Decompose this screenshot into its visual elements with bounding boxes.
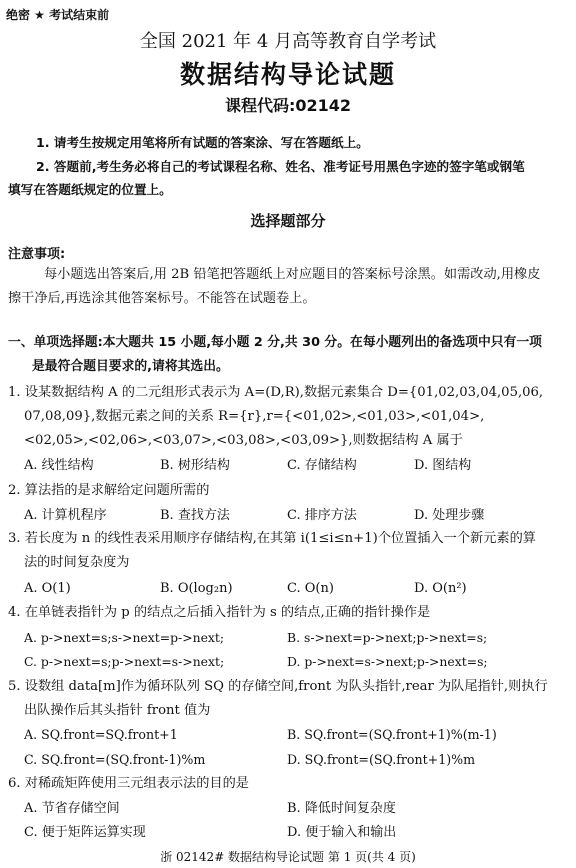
question-3-line-1: 3. 若长度为 n 的线性表采用顺序存储结构,在其第 i(1≤i≤n+1)个位置插入一个新元素的算	[8, 531, 536, 546]
question-3-line-2: 法的时间复杂度为	[24, 555, 130, 570]
question-5-line-2: 出队操作后其头指针 front 值为	[24, 703, 211, 718]
question-6-option-d: D. 便于输入和输出	[287, 825, 397, 840]
paper-title: 数据结构导论试题	[179, 60, 396, 89]
question-1-option-a: A. 线性结构	[24, 458, 94, 473]
question-5-option-b: B. SQ.front=(SQ.front+1)%(m-1)	[287, 727, 497, 742]
instruction-1: 1. 请考生按规定用笔将所有试题的答案涂、写在答题纸上。	[36, 135, 369, 150]
question-3-option-d: D. O(n²)	[414, 581, 467, 596]
question-1-option-c: C. 存储结构	[287, 458, 357, 473]
part-one-line-1: 一、单项选择题:本大题共 15 小题,每小题 2 分,共 30 分。在每小题列出的备选项中只有一项	[8, 335, 542, 350]
question-2-option-c: C. 排序方法	[287, 508, 357, 523]
question-6-option-a: A. 节省存储空间	[24, 801, 120, 816]
question-6-option-c: C. 便于矩阵运算实现	[24, 825, 146, 840]
question-5-option-d: D. SQ.front=(SQ.front+1)%m	[287, 752, 476, 767]
question-4-option-a: A. p->next=s;s->next=p->next;	[24, 630, 225, 645]
course-code: 课程代码:02142	[224, 96, 352, 115]
section-title: 选择题部分	[250, 212, 326, 230]
question-2-line-1: 2. 算法指的是求解给定问题所需的	[8, 483, 210, 498]
notice-line-1: 每小题选出答案后,用 2B 铅笔把答题纸上对应题目的答案标号涂黑。如需改动,用橡皮	[44, 267, 541, 282]
question-4-option-c: C. p->next=s;p->next=s->next;	[24, 654, 225, 669]
question-5-option-c: C. SQ.front=(SQ.front-1)%m	[24, 752, 206, 767]
question-5-option-a: A. SQ.front=SQ.front+1	[24, 727, 178, 742]
question-2-option-d: D. 处理步骤	[414, 508, 485, 523]
part-one-line-2: 是最符合题目要求的,请将其选出。	[32, 359, 229, 374]
question-2-option-a: A. 计算机程序	[24, 508, 107, 523]
question-1-line-2: 07,08,09},数据元素之间的关系 R={r},r={<01,02>,<01,03>,<01,04>,	[24, 409, 485, 424]
question-6-option-b: B. 降低时间复杂度	[287, 801, 396, 816]
question-4-line-1: 4. 在单链表指针为 p 的结点之后插入指针为 s 的结点,正确的指针操作是	[8, 605, 431, 620]
instruction-2-cont: 填写在答题纸规定的位置上。	[8, 182, 172, 197]
exam-title: 全国 2021 年 4 月高等教育自学考试	[139, 31, 437, 52]
instruction-2: 2. 答题前,考生务必将自己的考试课程名称、姓名、准考证号用黑色字迹的签字笔或钢笔	[36, 159, 525, 174]
notice-title: 注意事项:	[8, 247, 66, 262]
question-1-line-3: <02,05>,<02,06>,<03,07>,<03,08>,<03,09>},则数据结构 A 属于	[24, 433, 463, 448]
question-2-option-b: B. 查找方法	[160, 508, 230, 523]
question-4-option-b: B. s->next=p->next;p->next=s;	[287, 630, 488, 645]
page-footer: 浙 02142# 数据结构导论试题 第 1 页(共 4 页)	[160, 850, 416, 864]
question-3-option-c: C. O(n)	[287, 581, 334, 596]
question-3-option-a: A. O(1)	[24, 581, 71, 596]
question-3-option-b: B. O(log₂n)	[160, 581, 233, 596]
question-6-line-1: 6. 对稀疏矩阵使用三元组表示法的目的是	[8, 776, 249, 791]
question-1-line-1: 1. 设某数据结构 A 的二元组形式表示为 A=(D,R),数据元素集合 D={01,02,03,04,05,06,	[8, 385, 544, 400]
question-4-option-d: D. p->next=s->next;p->next=s;	[287, 654, 488, 669]
question-1-option-d: D. 图结构	[414, 458, 472, 473]
question-1-option-b: B. 树形结构	[160, 458, 230, 473]
notice-line-2: 擦干净后,再选涂其他答案标号。不能答在试题卷上。	[8, 291, 316, 306]
confidential-mark: 绝密 ★ 考试结束前	[6, 8, 110, 22]
question-5-line-1: 5. 设数组 data[m]作为循环队列 SQ 的存储空间,front 为队头指针,rear 为队尾指针,则执行	[8, 679, 548, 694]
